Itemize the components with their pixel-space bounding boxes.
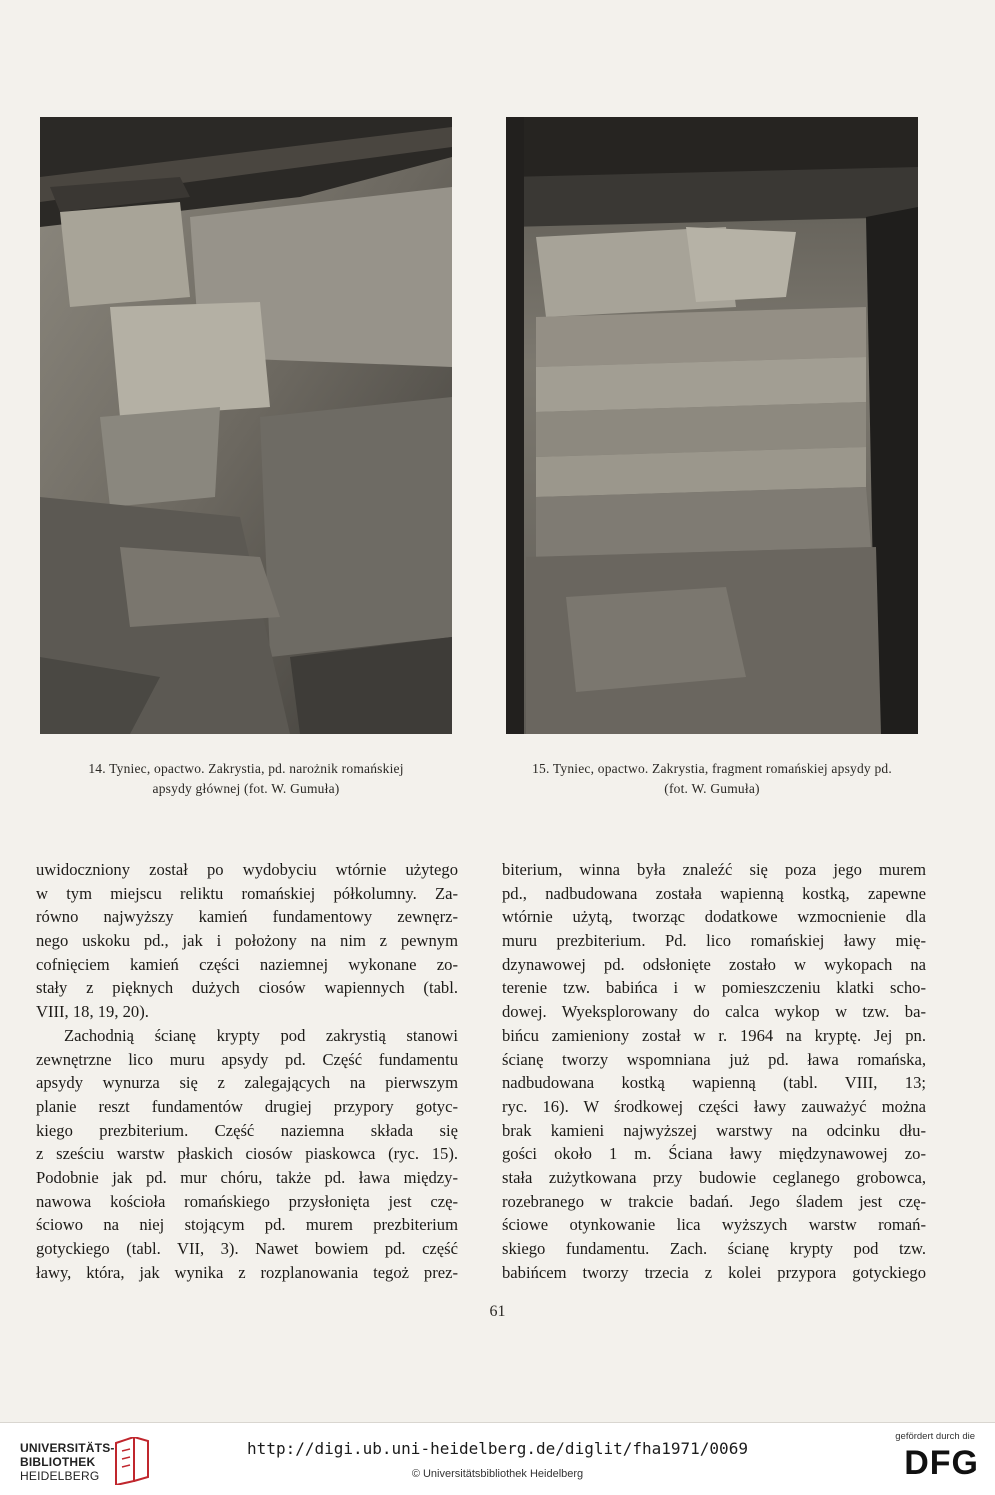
figure-14-caption xyxy=(26,759,466,799)
text-line: nego uskoku pd., jak i położony na nim z pewnym xyxy=(36,931,458,951)
text-line: rozebranego w trakcie badań. Jego śladem jest czę- xyxy=(502,1191,926,1211)
text-line: w tym miejscu reliktu romańskiej półkolumny. Za- xyxy=(36,883,458,903)
text-line: równo najwyższy kamień fundamentowy zewnęrz- xyxy=(36,907,458,927)
figure-14-photo xyxy=(40,117,452,734)
text-line: cofnięciem kamień części naziemnej wykonane zo- xyxy=(36,954,458,974)
text-line: ścianę tworzy wspomniana już pd. ława romańska, xyxy=(502,1049,926,1069)
library-name-line: UNIVERSITÄTS- xyxy=(20,1441,115,1455)
text-line: gotyckiego (tabl. VII, 3). Nawet bowiem pd. część xyxy=(36,1239,458,1258)
text-line: bińcu zamieniony został w r. 1964 na kryptę. Jej pn. xyxy=(502,1025,926,1045)
text-line: planie reszt fundamentów drugiej przypory gotyc- xyxy=(36,1096,458,1116)
text-line: apsydy wynurza się z zalegających na pierwszym xyxy=(36,1073,458,1093)
text-line: terenie tzw. babińca i w pomieszczeniu klatki scho- xyxy=(502,978,926,998)
text-line: ściowe otynkowanie lica wyższych warstw romań- xyxy=(502,1215,926,1235)
text-line: kiego prezbiterium. Część naziemna składa się xyxy=(36,1120,458,1140)
page-number: 61 xyxy=(489,1303,506,1320)
text-line: brak kamieni najwyższej warstwy na odcinku dłu- xyxy=(502,1120,926,1140)
permalink-url[interactable]: http://digi.ub.uni-heidelberg.de/diglit/fha1971/0069 xyxy=(247,1439,748,1458)
text-column-left xyxy=(36,858,458,1284)
caption-line: (fot. W. Gumuła) xyxy=(664,781,760,796)
caption-line: 14. Tyniec, opactwo. Zakrystia, pd. narożnik romańskiej xyxy=(88,761,404,776)
funded-by-label: gefördert durch die xyxy=(895,1431,975,1442)
text-line: pd., nadbudowana została wapienną kostką, zapewne xyxy=(502,883,926,903)
text-line: Zachodnią ścianę krypty pod zakrystią stanowi xyxy=(64,1025,458,1045)
library-name-line: BIBLIOTHEK xyxy=(20,1455,96,1469)
figure-15-photo xyxy=(506,117,918,734)
library-name-line: HEIDELBERG xyxy=(20,1469,100,1483)
text-line: Podobnie jak pd. mur chóru, także pd. ława między- xyxy=(36,1167,458,1187)
text-column-right xyxy=(502,858,926,1284)
text-line: nawowa kościoła romańskiego przysłonięta jest czę- xyxy=(36,1191,458,1211)
text-line: z sześciu warstw płaskich ciosów piaskowca (ryc. 15). xyxy=(36,1144,458,1164)
text-line: skiego fundamentu. Zach. ścianę krypty pod tzw. xyxy=(502,1239,926,1258)
dfg-logo[interactable]: DFG xyxy=(904,1444,979,1482)
text-line: stały z pięknych dużych ciosów wapiennych (tabl. xyxy=(36,978,458,998)
text-line: dzynawowej pd. odsłonięte zostało w wykopach na xyxy=(502,954,926,974)
text-line: zewnętrzne lico muru apsydy pd. Część fundamentu xyxy=(36,1049,458,1069)
text-line: ławy, która, jak wynika z rozplanowania tegoż prez- xyxy=(36,1262,458,1282)
text-line: muru prezbiterium. Pd. lico romańskiej ławy mię- xyxy=(502,931,926,951)
caption-line: apsydy głównej (fot. W. Gumuła) xyxy=(152,781,340,796)
text-line: dowej. Wyeksplorowany do calca wykop w tzw. ba- xyxy=(502,1002,926,1022)
text-line: gości około 1 m. Ściana ławy międzynawowej zo- xyxy=(502,1144,926,1164)
text-line: uwidoczniony został po wydobyciu wtórnie użytego xyxy=(36,860,458,879)
text-line: babińcem tworzy trzecia z kolei przypora gotyckiego xyxy=(502,1262,926,1282)
text-line: nadbudowana kostką wapienną (tabl. VIII, 13; xyxy=(502,1073,926,1093)
text-line: biterium, winna była znaleźć się poza jego murem xyxy=(502,860,926,879)
figure-15-caption xyxy=(492,759,932,799)
text-line: ryc. 16). W środkowej części ławy zauważyć można xyxy=(502,1096,926,1116)
caption-line: 15. Tyniec, opactwo. Zakrystia, fragment romańskiej apsydy pd. xyxy=(532,761,892,776)
text-line: stała zużytkowana przy budowie ceglanego grobowca, xyxy=(502,1167,926,1187)
text-line: ściowo na niej stojącym pd. murem prezbiterium xyxy=(36,1215,458,1235)
text-line: VIII, 18, 19, 20). xyxy=(36,1002,149,1022)
copyright-notice: © Universitätsbibliothek Heidelberg xyxy=(411,1468,584,1480)
text-line: wtórnie użytą, tworząc dodatkowe wzmocnienie dla xyxy=(502,907,926,927)
digitization-footer xyxy=(0,1422,995,1495)
